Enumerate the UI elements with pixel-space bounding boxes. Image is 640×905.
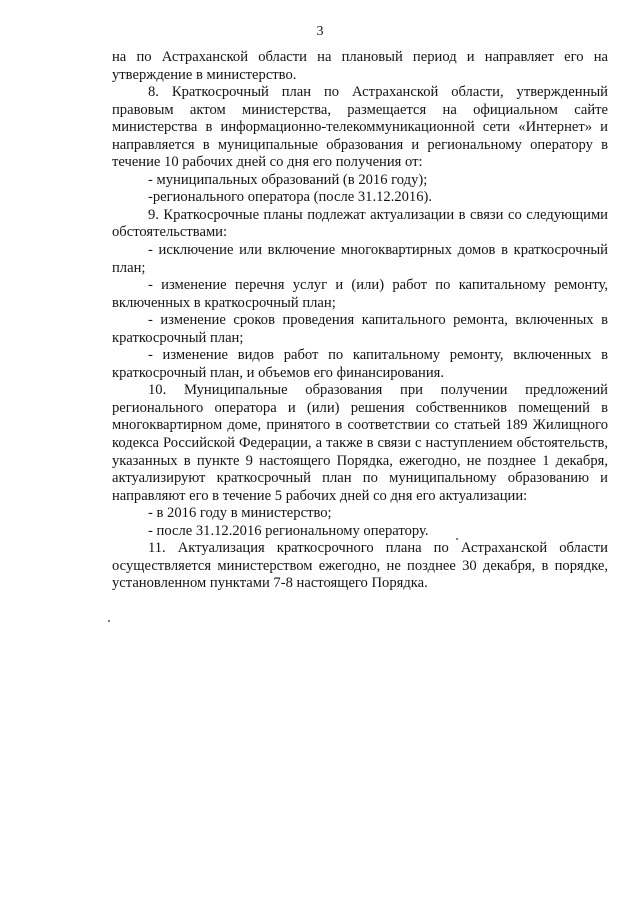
page-number: 3 [316,24,324,39]
list-item-regional-operator: -регионального оператора (после 31.12.2016). [148,189,433,206]
scan-speck [456,538,458,540]
paragraph-clause-11: 11. Актуализация краткосрочного плана по Астраханской области осуществляется министерством ежегодно, не позднее 30 декабря, в порядке, установленном пунктами 7-8 настоящего Порядка. [112,540,608,592]
list-item-after-2016: - после 31.12.2016 региональному оператору. [148,522,429,539]
list-item-deadlines: - изменение сроков проведения капитального ремонта, включенных в краткосрочный план; [112,312,608,346]
document-body [112,49,608,593]
list-item-services: - изменение перечня услуг и (или) работ по капитальному ремонту, включенных в краткосрочный план; [112,277,608,311]
paragraph-clause-8: 8. Краткосрочный план по Астраханской области, утвержденный правовым актом министерства, размещается на официальном сайте министерства в информационно-телекоммуникационной сети «Интернет» и направляется в муниципальные образования и региональному оператору в течение 10 рабочих дней со дня его получения от: [112,84,608,171]
paragraph-clause-10: 10. Муниципальные образования при получении предложений регионального оператора и (или) решения собственников помещений в многоквартирном доме, принятого в соответствии со статьей 189 Жилищного кодекса Российской Федерации, а также в связи с наступлением обстоятельств, указанных в пункте 9 настоящего Порядка, ежегодно, не позднее 1 декабря, актуализируют краткосрочный план по муниципальному образованию и направляют его в течение 5 рабочих дней со дня его актуализации: [112,382,608,504]
paragraph-clause-9: 9. Краткосрочные планы подлежат актуализации в связи со следующими обстоятельствами: [112,206,608,241]
list-item-work-types: - изменение видов работ по капитальному ремонту, включенных в краткосрочный план, и объемов его финансирования. [112,347,608,381]
list-item-2016-ministry: - в 2016 году в министерство; [148,505,332,522]
list-item-municipal: - муниципальных образований (в 2016 году); [148,171,428,188]
scan-speck [108,620,110,622]
list-item-houses: - исключение или включение многоквартирных домов в краткосрочный план; [112,242,608,276]
paragraph-continuation: на по Астраханской области на плановый период и направляет его на утверждение в министерство. [112,49,608,83]
